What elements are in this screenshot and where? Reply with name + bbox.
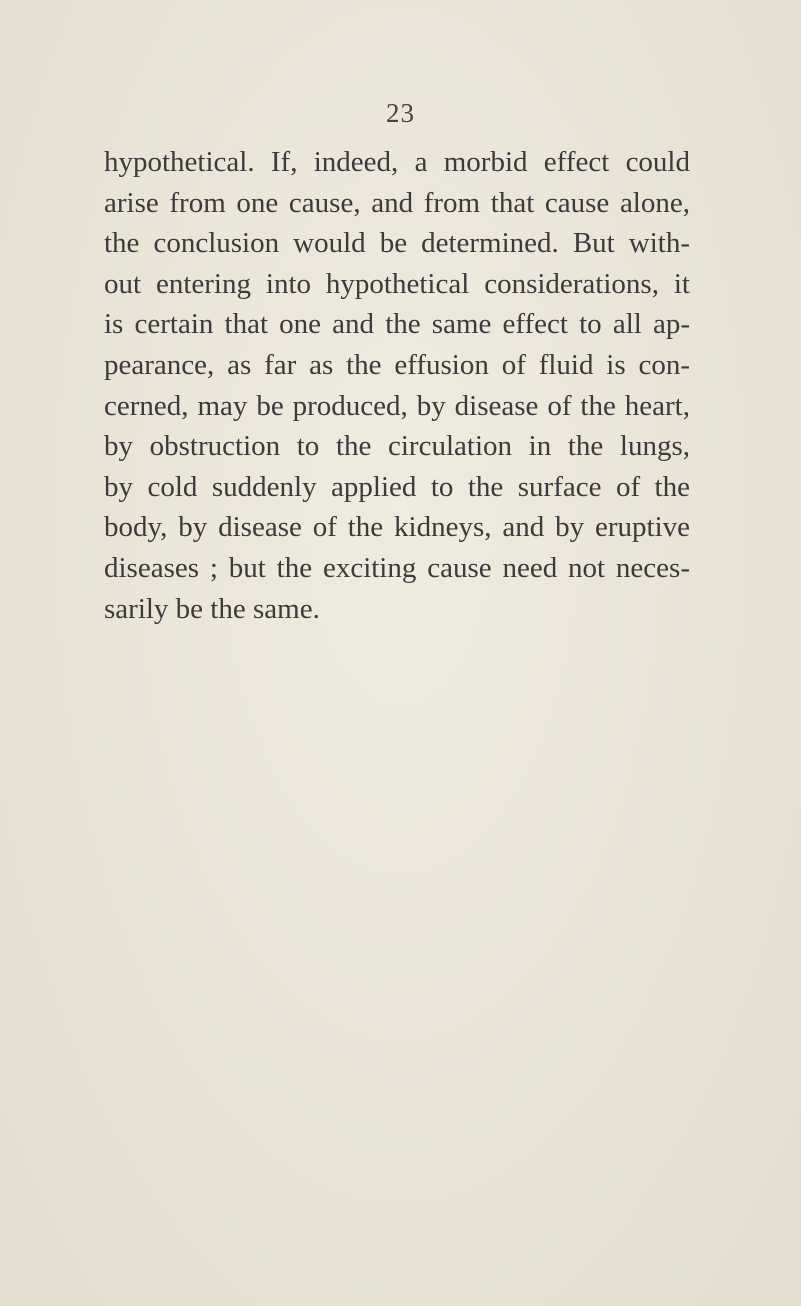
text-line: by cold suddenly applied to the surface of the	[104, 470, 690, 503]
text-line: arise from one cause, and from that cause alone,	[104, 186, 690, 219]
text-line: cerned, may be produced, by disease of the heart,	[104, 389, 690, 422]
text-line: out entering into hypothetical considerations, it	[104, 267, 690, 300]
page-number: 23	[386, 98, 415, 128]
text-line: hypothetical. If, indeed, a morbid effect could	[104, 146, 690, 178]
text-line: is certain that one and the same effect to all ap-	[104, 308, 690, 341]
text-line: body, by disease of the kidneys, and by eruptive	[104, 511, 690, 544]
text-line: pearance, as far as the effusion of fluid is con-	[104, 348, 690, 381]
body-text	[104, 142, 690, 629]
text-line: diseases ; but the exciting cause need not neces-	[104, 551, 690, 584]
text-line: the conclusion would be determined. But with-	[104, 227, 690, 260]
text-line-last: sarily be the same.	[104, 592, 320, 625]
text-line: by obstruction to the circulation in the lungs,	[104, 430, 690, 463]
